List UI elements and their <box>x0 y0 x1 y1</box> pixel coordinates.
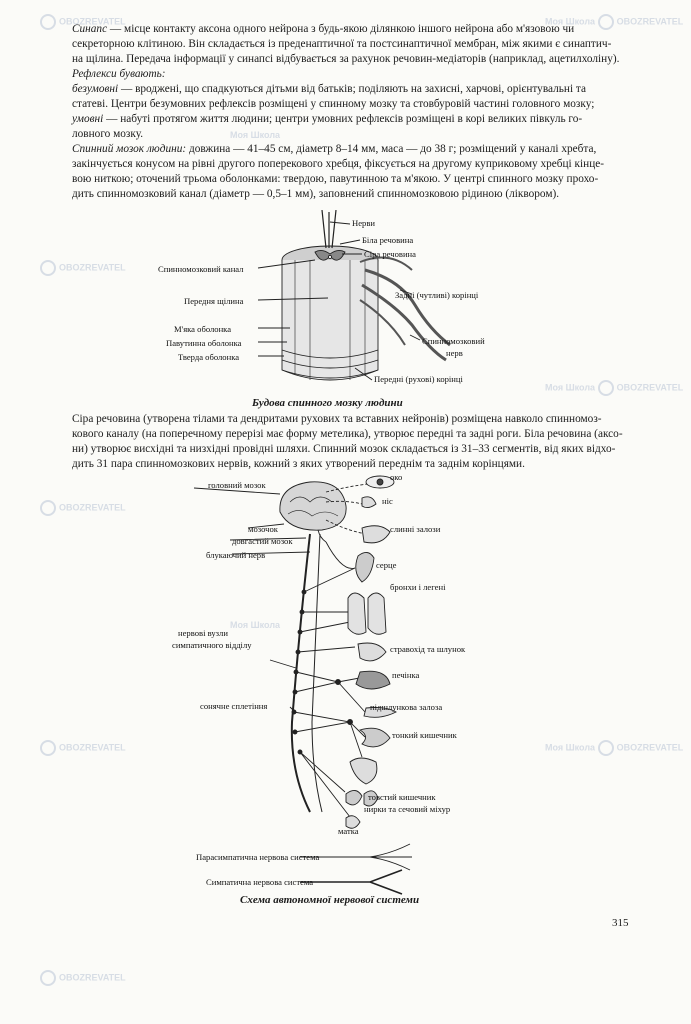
text-line: Рефлекси бувають: <box>72 68 166 80</box>
text-line: вою ниткою; оточений трьома оболонками: твердою, павутинною та м'якою. У центрі спинного мозку прохо- <box>72 173 599 185</box>
text-line: умовні — набуті протягом життя людини; центри умовних рефлексів розміщені в корі великих півкуль го- <box>72 113 583 125</box>
watermark: OBOZREVATEL <box>40 970 126 986</box>
watermark: OBOZREVATEL <box>40 740 126 756</box>
label-eye: око <box>390 472 403 482</box>
label-arachnoid: Павутинна оболонка <box>166 338 242 348</box>
spinal-cord-paragraph <box>58 142 636 202</box>
text-line: статеві. Центри безумовних рефлексів розміщені у спинному мозку та стовбуровій частині головного мозку; <box>72 98 595 110</box>
label-ventral-roots: Передні (рухові) корінці <box>374 374 463 384</box>
watermark: Моя Школа <box>230 620 281 630</box>
label-spinal-nerve: Спинномозковий <box>422 336 485 346</box>
label-pia-mater: М'яка оболонка <box>174 324 232 334</box>
label-spinal-nerve-2: нерв <box>446 348 463 358</box>
watermark: OBOZREVATEL <box>40 500 126 516</box>
label-cerebellum: мозочок <box>248 524 278 534</box>
page-number: 315 <box>612 917 629 929</box>
spinal-cord-figure <box>150 210 530 402</box>
text-line: Спинний мозок людини: довжина — 41–45 см, діаметр 8–14 мм, маса — до 38 г; розміщений у каналі хребта, <box>72 143 597 155</box>
label-liver: печінка <box>392 670 420 680</box>
label-heart: серце <box>376 560 397 570</box>
label-pancreas: підшлункова залоза <box>370 702 443 712</box>
text-line: Сіра речовина (утворена тілами та дендритами рухових та вставних нейронів) розміщена навколо спинномоз- <box>72 413 602 425</box>
watermark: Моя Школа OBOZREVATEL <box>545 14 683 30</box>
label-nose: ніс <box>382 496 393 506</box>
watermark: Моя Школа <box>230 130 281 140</box>
label-large-intestine: товстий кишечник <box>368 792 436 802</box>
top-text <box>58 22 636 202</box>
middle-text <box>58 412 636 472</box>
label-kidneys-bladder: нирки та сечовий міхур <box>364 804 451 814</box>
label-nerves: Нерви <box>352 218 375 228</box>
label-lungs: бронхи і легені <box>390 582 446 592</box>
label-uterus: матка <box>338 826 359 836</box>
figure1-caption: Будова спинного мозку людини <box>252 397 403 409</box>
reflexes-paragraph <box>58 67 636 142</box>
label-spinal-canal: Спинномозковий канал <box>158 264 244 274</box>
autonomic-nervous-system-figure <box>150 472 520 902</box>
label-sympathetic-ganglia: нервові вузли <box>178 628 228 638</box>
label-small-intestine: тонкий кишечник <box>392 730 457 740</box>
label-salivary-glands: слинні залози <box>390 524 441 534</box>
label-medulla: довгастий мозок <box>232 536 293 546</box>
label-grey-matter: Сіра речовина <box>364 249 416 259</box>
label-dura-mater: Тверда оболонка <box>178 352 240 362</box>
label-sympathetic-ganglia-2: симпатичного відділу <box>172 640 252 650</box>
text-line: Синапс — місце контакту аксона одного нейрона з будь-якою ділянкою іншого нейрона або м'язовою чи <box>72 23 575 35</box>
label-solar-plexus: сонячне сплетіння <box>200 701 268 711</box>
label-anterior-fissure: Передня щілина <box>184 296 244 306</box>
label-white-matter: Біла речовина <box>362 235 414 245</box>
figure2-caption: Схема автономної нервової системи <box>240 894 420 906</box>
watermark: OBOZREVATEL <box>40 260 126 276</box>
text-line: дить спинномозковий канал (діаметр — 0,5–1 мм), заповнений спинномозковою рідиною (ліквором). <box>72 188 560 200</box>
text-line: секреторною клітиною. Він складається із преденаптичної та постсинаптичної мембран, між якими є синаптич- <box>72 38 612 50</box>
label-dorsal-roots: Задні (чутливі) корінці <box>395 290 479 300</box>
synapse-paragraph <box>58 22 636 67</box>
text-line: безумовні — вроджені, що спадкуються дітьми від батьків; поділяють на захисні, харчові, орієнтувальні та <box>72 83 587 95</box>
text-line: кового каналу (на поперечному перерізі має форму метелика), утворює передні та задні роги. Біла речовина (аксо- <box>72 428 623 440</box>
legend-sympathetic: Симпатична нервова система <box>206 877 314 887</box>
text-line: ловного мозку. <box>72 128 144 140</box>
label-stomach: стравохід та шлунок <box>390 644 466 654</box>
grey-matter-paragraph <box>58 412 636 472</box>
text-line: закінчується конусом на рівні другого поперекового хребця, фіксується на другому куприковому хребці кінце- <box>72 158 605 170</box>
legend-parasympathetic: Парасимпатична нервова система <box>196 852 320 862</box>
text-line: ни) утворює висхідні та низхідні провідні шляхи. Спинний мозок складається із 31–33 сегментів, від яких відхо- <box>72 443 616 455</box>
watermark: Моя Школа OBOZREVATEL <box>545 740 683 756</box>
watermark: OBOZREVATEL <box>40 14 126 30</box>
text-line: на щілина. Передача інформації у синапсі відбувається за рахунок речовин-медіаторів (наприклад, ацетилхоліну). <box>72 53 620 65</box>
watermark: Моя Школа OBOZREVATEL <box>545 380 683 396</box>
label-brain: головний мозок <box>208 480 266 490</box>
text-line: дить 31 пара спинномозкових нервів, кожний з яких утворений переднім та заднім корінцями. <box>72 458 525 470</box>
label-vagus-nerve: блукаючий нерв <box>206 550 266 560</box>
